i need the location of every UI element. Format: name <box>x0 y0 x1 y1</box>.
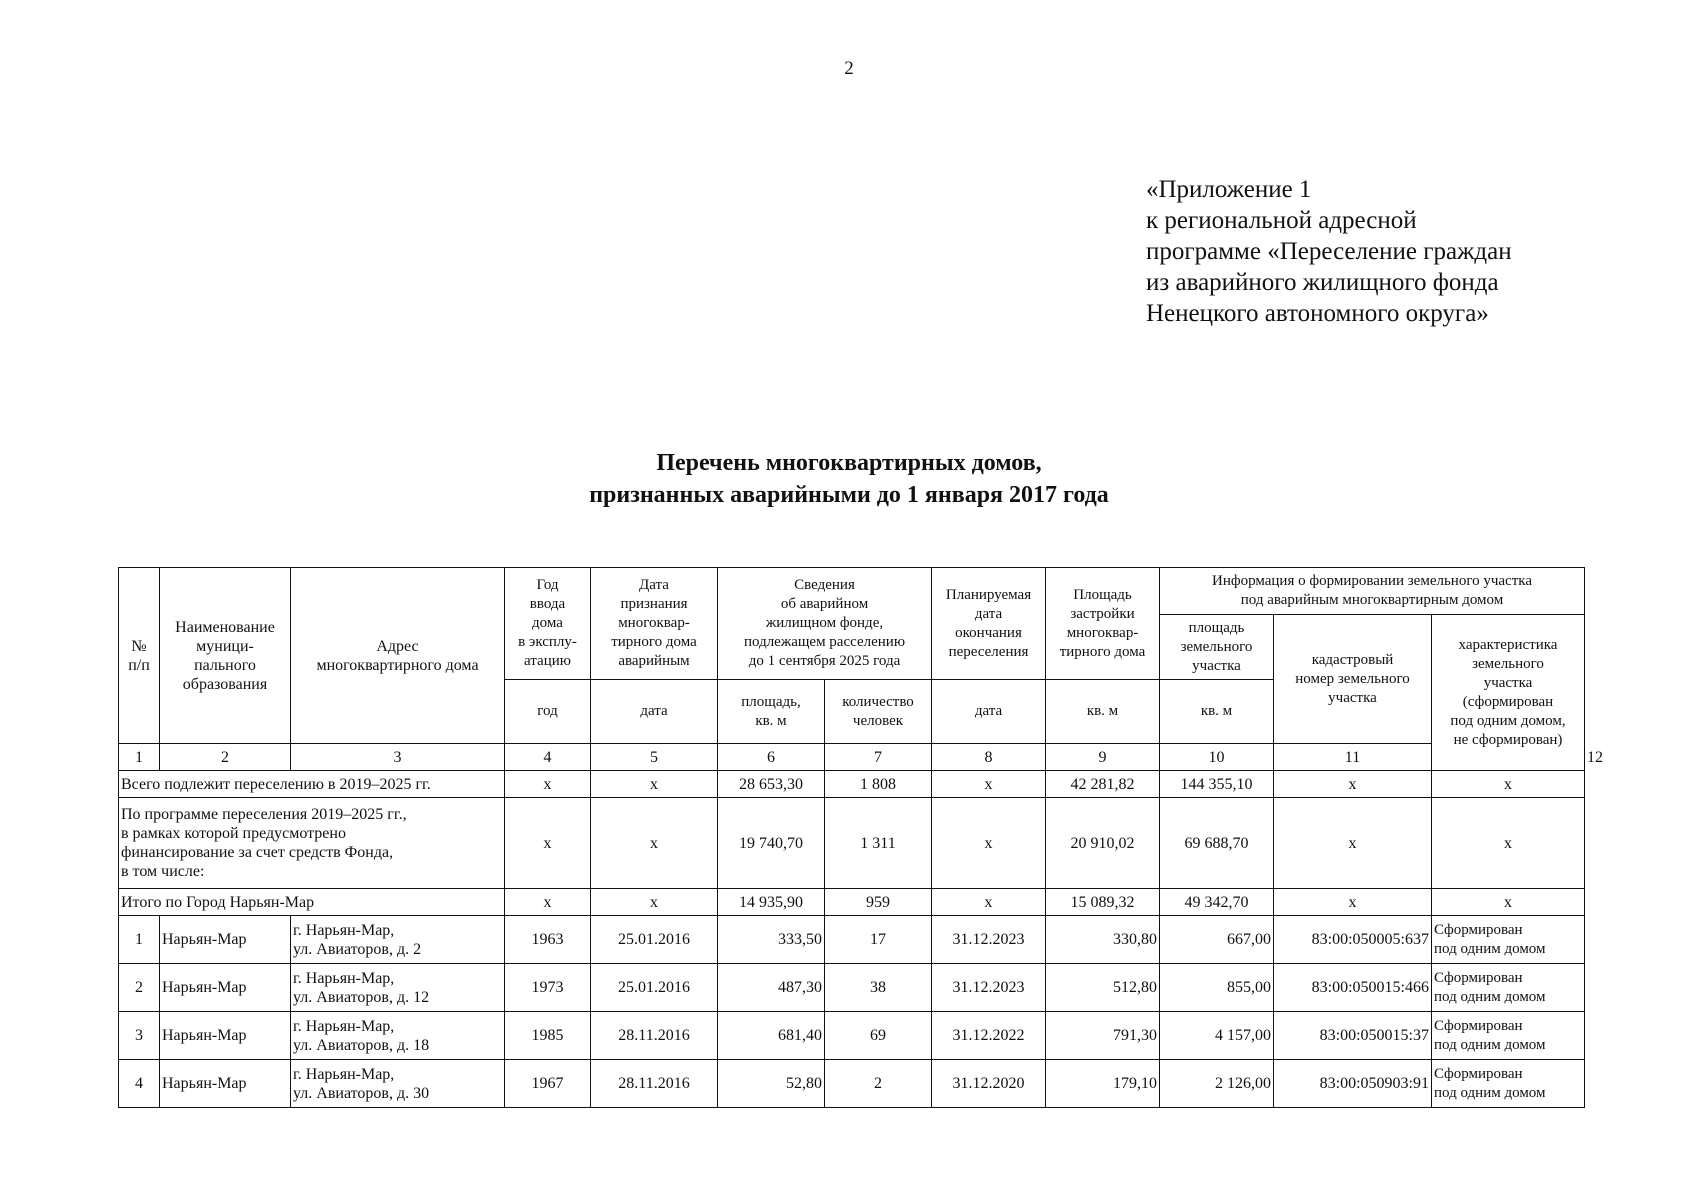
column-number: 2 <box>160 744 291 771</box>
row-date: 28.11.2016 <box>591 1012 718 1060</box>
row-cadastral: 83:00:050005:637 <box>1274 916 1432 964</box>
header-housing-info: Сведения об аварийном жилищном фонде, подлежащем расселению до 1 сентября 2025 года <box>718 568 932 680</box>
program-cadastral: х <box>1274 798 1432 889</box>
row-num: 4 <box>119 1060 160 1108</box>
row-address: г. Нарьян-Мар, ул. Авиаторов, д. 2 <box>291 916 505 964</box>
row-building-area: 330,80 <box>1046 916 1160 964</box>
column-number: 5 <box>591 744 718 771</box>
row-people: 38 <box>825 964 932 1012</box>
row-year: 1963 <box>505 916 591 964</box>
column-number: 4 <box>505 744 591 771</box>
row-land-area: 667,00 <box>1160 916 1274 964</box>
appendix-line: «Приложение 1 <box>1146 176 1312 203</box>
total-date: х <box>591 771 718 798</box>
city-total-label: Итого по Город Нарьян-Мар <box>119 889 505 916</box>
row-people: 2 <box>825 1060 932 1108</box>
row-address: г. Нарьян-Мар, ул. Авиаторов, д. 30 <box>291 1060 505 1108</box>
city-total-people: 959 <box>825 889 932 916</box>
city-total-year: х <box>505 889 591 916</box>
row-people: 69 <box>825 1012 932 1060</box>
row-building-area: 512,80 <box>1046 964 1160 1012</box>
appendix-line: из аварийного жилищного фонда <box>1146 269 1499 296</box>
row-building-area: 791,30 <box>1046 1012 1160 1060</box>
row-cadastral: 83:00:050015:37 <box>1274 1012 1432 1060</box>
city-total-planned: х <box>932 889 1046 916</box>
emergency-houses-table: № п/п Наименование муници- пального образования Адрес многоквартирного дома Год ввода дома в эксплу- атацию Дата признания многоквар- тирного дома аварийным Сведения об аварийном жилищном фонде, подлежащем расселению до 1 сентября 2025 года Планируемая дата окончания переселения Площадь застройки многоквар- тирного дома Информация о формировании земельного участка под аварийным многоквартирным домом площадь земельного участка кадастровый номер земельного участка характеристика земельного участка (сформирован под одним домом, не сформирован) год дата площадь, кв. м количество человек дата кв. м кв. м 1 2 3 4 5 6 7 8 9 10 11 12 Всего подлежит переселению в 2019–2025 гг. х х 28 653,30 1 808 х 42 281,82 144 355,10 х х По программе переселения 2019–2025 гг., в рамках которой предусмотрено финансирование за счет средств Фонда, в том числе: х х 19 740,70 1 311 х 20 910,02 69 688,70 х х Итого по Город Нарьян-Мар х х 14 935,90 959 х 15 089,32 49 342,70 х х 1 Нарьян-Мар г. Нарьян-Мар, ул. Авиаторов, д. 2 1963 25.01.2016 333,50 17 31.12.2023 330,80 667,00 83:00:050005:637 Сформирован под одним домом 2 Нарьян-Мар г. Нарьян-Мар, ул. Авиаторов, д. 12 1973 25.01.2016 487,30 38 31.12.2023 512,80 855,00 83:00:050015:466 Сформирован под одним домом 3 Нарьян-Мар г. Нарьян-Мар, ул. Авиаторов, д. 18 1985 28.11.2016 681,40 69 31.12.2022 791,30 4 157,00 83:00:050015:37 Сформирован под одним домом 4 Нарьян-Мар г. Нарьян-Мар, ул. Авиаторов, д. 30 1967 28.11.2016 52,80 2 31.12.2020 179,10 2 126,00 83:00:050903:91 Сформирован под одним домом <box>118 567 1585 1108</box>
table-row <box>119 1012 1585 1060</box>
header-characteristic: характеристика земельного участка (сформирован под одним домом, не сформирован) <box>1432 615 1585 771</box>
program-planned: х <box>932 798 1046 889</box>
row-people: 17 <box>825 916 932 964</box>
header-land-area: площадь земельного участка <box>1160 615 1274 680</box>
total-people: 1 808 <box>825 771 932 798</box>
city-total-row <box>119 889 1585 916</box>
appendix-line: Ненецкого автономного округа» <box>1146 300 1489 327</box>
unit-people: количество человек <box>825 680 932 744</box>
program-people: 1 311 <box>825 798 932 889</box>
unit-area: площадь, кв. м <box>718 680 825 744</box>
total-row <box>119 771 1585 798</box>
row-date: 25.01.2016 <box>591 916 718 964</box>
header-date-recognized: Дата признания многоквар- тирного дома аварийным <box>591 568 718 680</box>
program-year: х <box>505 798 591 889</box>
unit-date: дата <box>591 680 718 744</box>
row-address: г. Нарьян-Мар, ул. Авиаторов, д. 18 <box>291 1012 505 1060</box>
header-municipality: Наименование муници- пального образования <box>160 568 291 744</box>
row-planned: 31.12.2020 <box>932 1060 1046 1108</box>
row-cadastral: 83:00:050015:466 <box>1274 964 1432 1012</box>
program-area: 19 740,70 <box>718 798 825 889</box>
appendix-line: к региональной адресной <box>1146 207 1417 234</box>
column-number: 9 <box>1046 744 1160 771</box>
program-building-area: 20 910,02 <box>1046 798 1160 889</box>
column-number: 8 <box>932 744 1046 771</box>
row-planned: 31.12.2023 <box>932 964 1046 1012</box>
city-total-area: 14 935,90 <box>718 889 825 916</box>
row-characteristic: Сформирован под одним домом <box>1432 1060 1585 1108</box>
city-total-land-area: 49 342,70 <box>1160 889 1274 916</box>
column-number: 6 <box>718 744 825 771</box>
row-address: г. Нарьян-Мар, ул. Авиаторов, д. 12 <box>291 964 505 1012</box>
total-planned: х <box>932 771 1046 798</box>
row-building-area: 179,10 <box>1046 1060 1160 1108</box>
row-land-area: 4 157,00 <box>1160 1012 1274 1060</box>
header-land-info: Информация о формировании земельного участка под аварийным многоквартирным домом <box>1160 568 1585 615</box>
row-characteristic: Сформирован под одним домом <box>1432 916 1585 964</box>
row-year: 1973 <box>505 964 591 1012</box>
city-total-characteristic: х <box>1432 889 1585 916</box>
header-planned-date: Планируемая дата окончания переселения <box>932 568 1046 680</box>
row-planned: 31.12.2022 <box>932 1012 1046 1060</box>
row-area: 681,40 <box>718 1012 825 1060</box>
header-cadastral: кадастровый номер земельного участка <box>1274 615 1432 744</box>
row-num: 2 <box>119 964 160 1012</box>
row-area: 52,80 <box>718 1060 825 1108</box>
row-land-area: 2 126,00 <box>1160 1060 1274 1108</box>
row-municipality: Нарьян-Мар <box>160 1012 291 1060</box>
row-cadastral: 83:00:050903:91 <box>1274 1060 1432 1108</box>
row-municipality: Нарьян-Мар <box>160 964 291 1012</box>
document-title-line: признанных аварийными до 1 января 2017 года <box>589 482 1109 508</box>
row-area: 333,50 <box>718 916 825 964</box>
row-planned: 31.12.2023 <box>932 916 1046 964</box>
program-label: По программе переселения 2019–2025 гг., в рамках которой предусмотрено финансирование за счет средств Фонда, в том числе: <box>119 798 505 889</box>
total-area: 28 653,30 <box>718 771 825 798</box>
program-date: х <box>591 798 718 889</box>
appendix-line: программе «Переселение граждан <box>1146 238 1512 265</box>
row-land-area: 855,00 <box>1160 964 1274 1012</box>
row-characteristic: Сформирован под одним домом <box>1432 964 1585 1012</box>
page-number: 2 <box>844 58 854 79</box>
row-year: 1985 <box>505 1012 591 1060</box>
row-date: 25.01.2016 <box>591 964 718 1012</box>
column-number: 1 <box>119 744 160 771</box>
unit-sqm: кв. м <box>1160 680 1274 744</box>
row-year: 1967 <box>505 1060 591 1108</box>
document-title-line: Перечень многоквартирных домов, <box>656 450 1042 476</box>
row-characteristic: Сформирован под одним домом <box>1432 1012 1585 1060</box>
unit-date: дата <box>932 680 1046 744</box>
table-row <box>119 916 1585 964</box>
total-cadastral: х <box>1274 771 1432 798</box>
document-title <box>0 447 1698 511</box>
program-row <box>119 798 1585 889</box>
table-row <box>119 964 1585 1012</box>
total-characteristic: х <box>1432 771 1585 798</box>
column-number: 11 <box>1274 744 1432 771</box>
row-municipality: Нарьян-Мар <box>160 1060 291 1108</box>
total-label: Всего подлежит переселению в 2019–2025 гг. <box>119 771 505 798</box>
city-total-cadastral: х <box>1274 889 1432 916</box>
unit-sqm: кв. м <box>1046 680 1160 744</box>
total-land-area: 144 355,10 <box>1160 771 1274 798</box>
header-building-area: Площадь застройки многоквар- тирного дома <box>1046 568 1160 680</box>
row-date: 28.11.2016 <box>591 1060 718 1108</box>
column-number: 3 <box>291 744 505 771</box>
row-num: 3 <box>119 1012 160 1060</box>
unit-year: год <box>505 680 591 744</box>
row-area: 487,30 <box>718 964 825 1012</box>
total-year: х <box>505 771 591 798</box>
header-year: Год ввода дома в эксплу- атацию <box>505 568 591 680</box>
column-number: 7 <box>825 744 932 771</box>
column-number: 10 <box>1160 744 1274 771</box>
row-municipality: Нарьян-Мар <box>160 916 291 964</box>
header-num: № п/п <box>119 568 160 744</box>
program-characteristic: х <box>1432 798 1585 889</box>
table-row <box>119 1060 1585 1108</box>
appendix-note <box>1146 174 1512 329</box>
city-total-date: х <box>591 889 718 916</box>
city-total-building-area: 15 089,32 <box>1046 889 1160 916</box>
header-address: Адрес многоквартирного дома <box>291 568 505 744</box>
total-building-area: 42 281,82 <box>1046 771 1160 798</box>
row-num: 1 <box>119 916 160 964</box>
program-land-area: 69 688,70 <box>1160 798 1274 889</box>
